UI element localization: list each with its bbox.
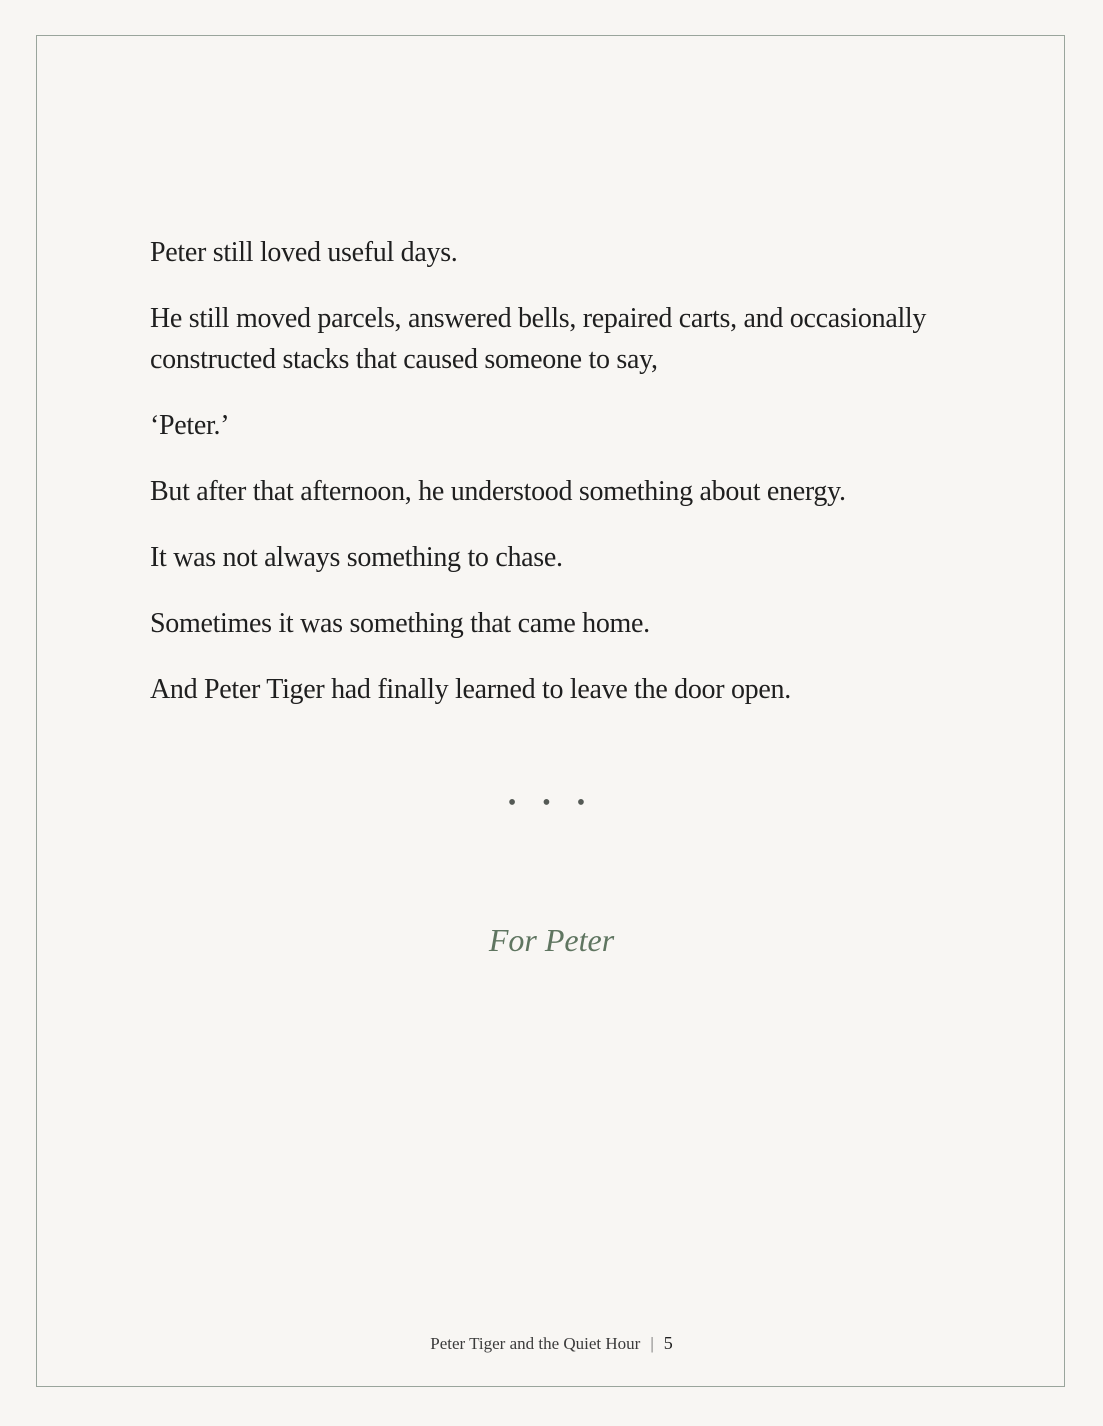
paragraph: ‘Peter.’ bbox=[150, 410, 230, 441]
page-number: 5 bbox=[663, 1333, 673, 1353]
paragraph: It was not always something to chase. bbox=[150, 542, 563, 573]
paragraph: And Peter Tiger had finally learned to leave the door open. bbox=[150, 674, 791, 705]
paragraph: He still moved parcels, answered bells, repaired carts, and occasionally constructed stacks that caused someone to say, bbox=[150, 303, 927, 375]
paragraph: Peter still loved useful days. bbox=[150, 237, 458, 268]
dedication: For Peter bbox=[488, 922, 615, 958]
page-footer bbox=[0, 1333, 1103, 1354]
paragraph: But after that afternoon, he understood something about energy. bbox=[150, 476, 846, 507]
footer-book-title: Peter Tiger and the Quiet Hour bbox=[430, 1334, 641, 1353]
story-text bbox=[150, 232, 950, 735]
paragraph: Sometimes it was something that came home. bbox=[150, 608, 650, 639]
section-break-ornament: • • • bbox=[507, 790, 596, 816]
footer-separator: | bbox=[650, 1334, 654, 1353]
